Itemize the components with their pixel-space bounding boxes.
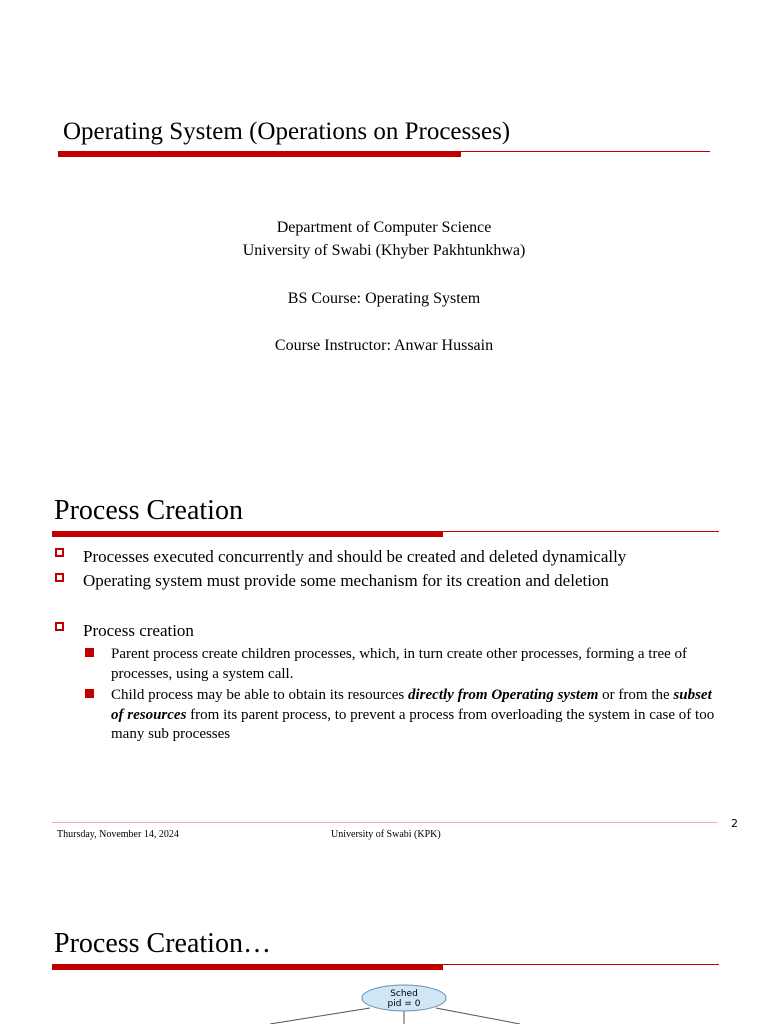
slide-1-title: Operating System (Operations on Processes): [63, 118, 511, 145]
emphasis-text: directly from Operating system: [408, 687, 599, 703]
tree-edge: [270, 1008, 370, 1024]
university-text: University of Swabi (Khyber Pakhtunkhwa): [242, 242, 526, 259]
title-accent-bar: [52, 531, 443, 537]
hollow-square-bullet-icon: [55, 573, 64, 582]
hollow-square-bullet-icon: [55, 622, 64, 631]
slide-3-title: Process Creation…: [54, 928, 271, 959]
title-underline: [443, 531, 719, 532]
title-underline: [461, 151, 710, 152]
bullet-text: Process creation: [83, 621, 194, 640]
slide-2-title: Process Creation: [54, 495, 243, 526]
instructor-text: Course Instructor: Anwar Hussain: [274, 337, 494, 354]
process-tree-diagram: [0, 975, 768, 1024]
department-text: Department of Computer Science: [276, 219, 492, 236]
page-number: 2: [731, 817, 738, 830]
sub-bullet-text: Child process may be able to obtain its resources directly from Operating system or from the subset of resources from its parent process, to prevent a process from overloading the system in case of too many sub processes: [111, 687, 715, 742]
bullet-text: Operating system must provide some mechanism for its creation and deletion: [83, 571, 609, 590]
bullet-text: Processes executed concurrently and should be created and deleted dynamically: [83, 547, 627, 566]
sub-bullet-text: Parent process create children processes, which, in turn create other processes, forming a tree of processes, using a system call.: [111, 646, 688, 682]
emphasis-text: subset of resources: [111, 687, 712, 723]
filled-square-bullet-icon: [85, 689, 94, 698]
title-accent-bar: [58, 151, 461, 157]
filled-square-bullet-icon: [85, 648, 94, 657]
node-label: Sched: [390, 989, 418, 999]
tree-edge: [436, 1008, 520, 1024]
hollow-square-bullet-icon: [55, 548, 64, 557]
title-accent-bar: [52, 964, 443, 970]
footer-date: Thursday, November 14, 2024: [57, 829, 179, 840]
title-underline: [443, 964, 719, 965]
node-label: pid = 0: [387, 999, 421, 1009]
footer-divider: [52, 822, 718, 823]
course-text: BS Course: Operating System: [287, 290, 481, 307]
footer-center-text: University of Swabi (KPK): [331, 829, 441, 840]
